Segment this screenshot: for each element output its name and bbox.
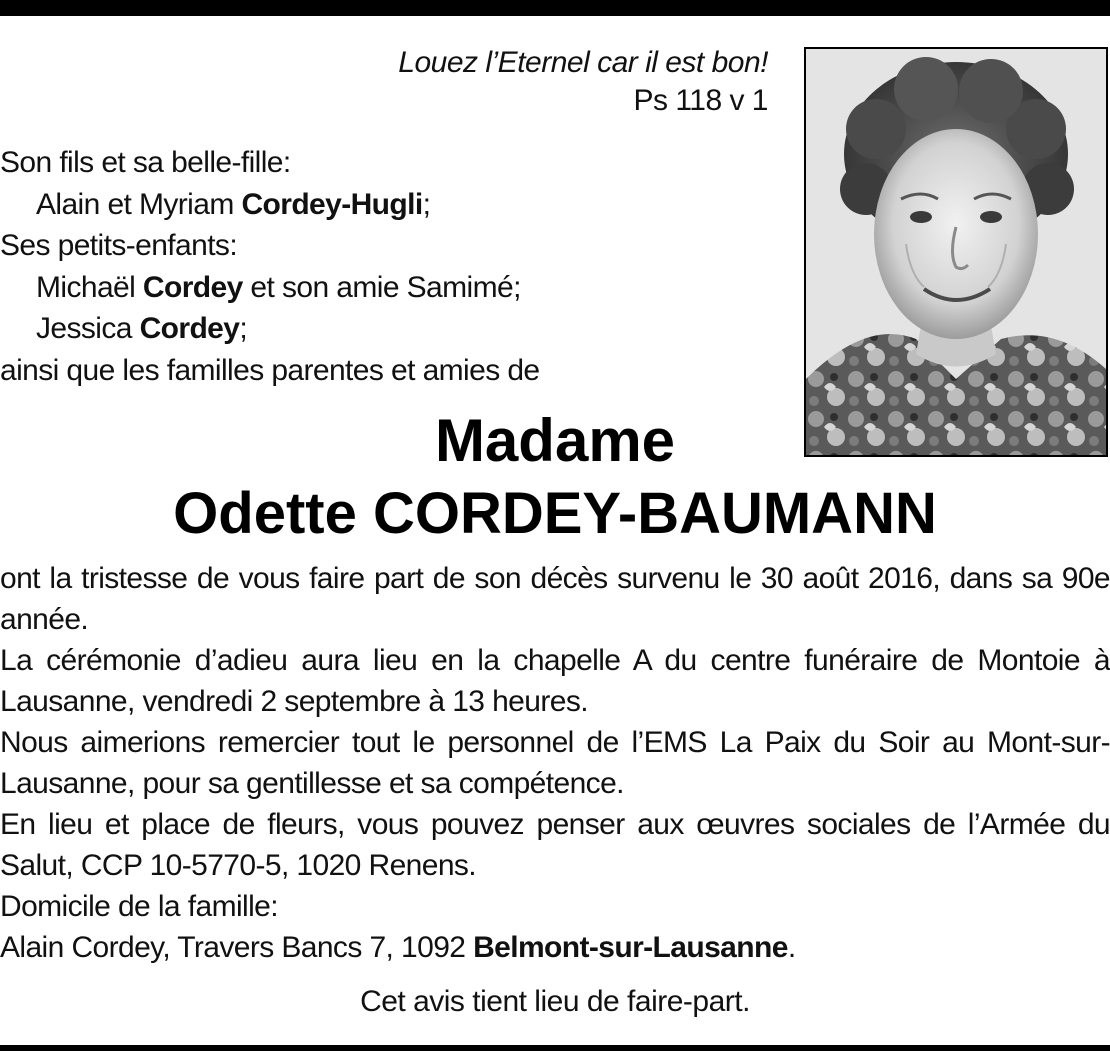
son-names: Alain et Myriam (36, 187, 242, 221)
announcement-paragraph: ont la tristesse de vous faire part de son décès survenu le 30 août 2016, dans sa 90e année. (0, 562, 1110, 636)
thanks-paragraph: Nous aimerions remercier tout le personnel de l’EMS La Paix du Soir au Mont-sur-Lausanne, pour sa gentillesse et sa compétence. (0, 726, 1110, 800)
closing-text: Cet avis tient lieu de faire-part. (360, 985, 750, 1018)
domicile-address-line: Alain Cordey, Travers Bancs 7, 1092 Belmont-sur-Lausanne. (0, 931, 796, 964)
relatives-line: ainsi que les familles parentes et amies de (0, 353, 540, 387)
top-rule (0, 0, 1110, 16)
grandchild-2-line: Jessica Cordey; (36, 312, 248, 345)
domicile-label: Domicile de la famille: (0, 890, 278, 923)
epigraph-quote: Louez l’Eternel car il est bon! (398, 46, 768, 79)
closing-note (0, 982, 1110, 1022)
domicile-town: Belmont-sur-Lausanne (473, 931, 788, 964)
son-line: Alain et Myriam Cordey-Hugli; (36, 187, 431, 221)
deceased-salutation (0, 405, 1110, 477)
epigraph-reference: Ps 118 v 1 (633, 84, 768, 117)
announcement-body (0, 558, 1110, 968)
epigraph (398, 44, 768, 120)
family-list (0, 142, 540, 391)
portrait-illustration (806, 49, 1106, 455)
salutation-text: Madame (434, 407, 676, 474)
grandchild-2-surname: Cordey (139, 312, 240, 345)
domicile-address: Alain Cordey, Travers Bancs 7, 1092 (0, 931, 474, 964)
deceased-full-name: Odette CORDEY-BAUMANN (173, 481, 937, 546)
son-label: Son fils et sa belle-fille: (0, 146, 291, 179)
grandchild-2-first: Jessica (36, 312, 140, 345)
son-surname: Cordey-Hugli (241, 187, 423, 221)
grandchild-1-line (0, 267, 540, 309)
portrait-photo (804, 47, 1108, 457)
bottom-rule (0, 1045, 1110, 1051)
grandchild-1-rest: et son amie Samimé; (242, 270, 521, 304)
grandchildren-label: Ses petits-enfants: (0, 229, 238, 262)
grandchild-1-surname: Cordey (142, 270, 243, 304)
grandchild-1-first: Michaël (36, 270, 143, 304)
donations-paragraph: En lieu et place de fleurs, vous pouvez penser aux œuvres sociales de l’Armée du Salut, CCP 10-5770-5, 1020 Renens. (0, 808, 1110, 882)
ceremony-paragraph: La cérémonie d’adieu aura lieu en la chapelle A du centre funéraire de Montoie à Lausanne, vendredi 2 septembre à 13 heures. (0, 644, 1110, 718)
